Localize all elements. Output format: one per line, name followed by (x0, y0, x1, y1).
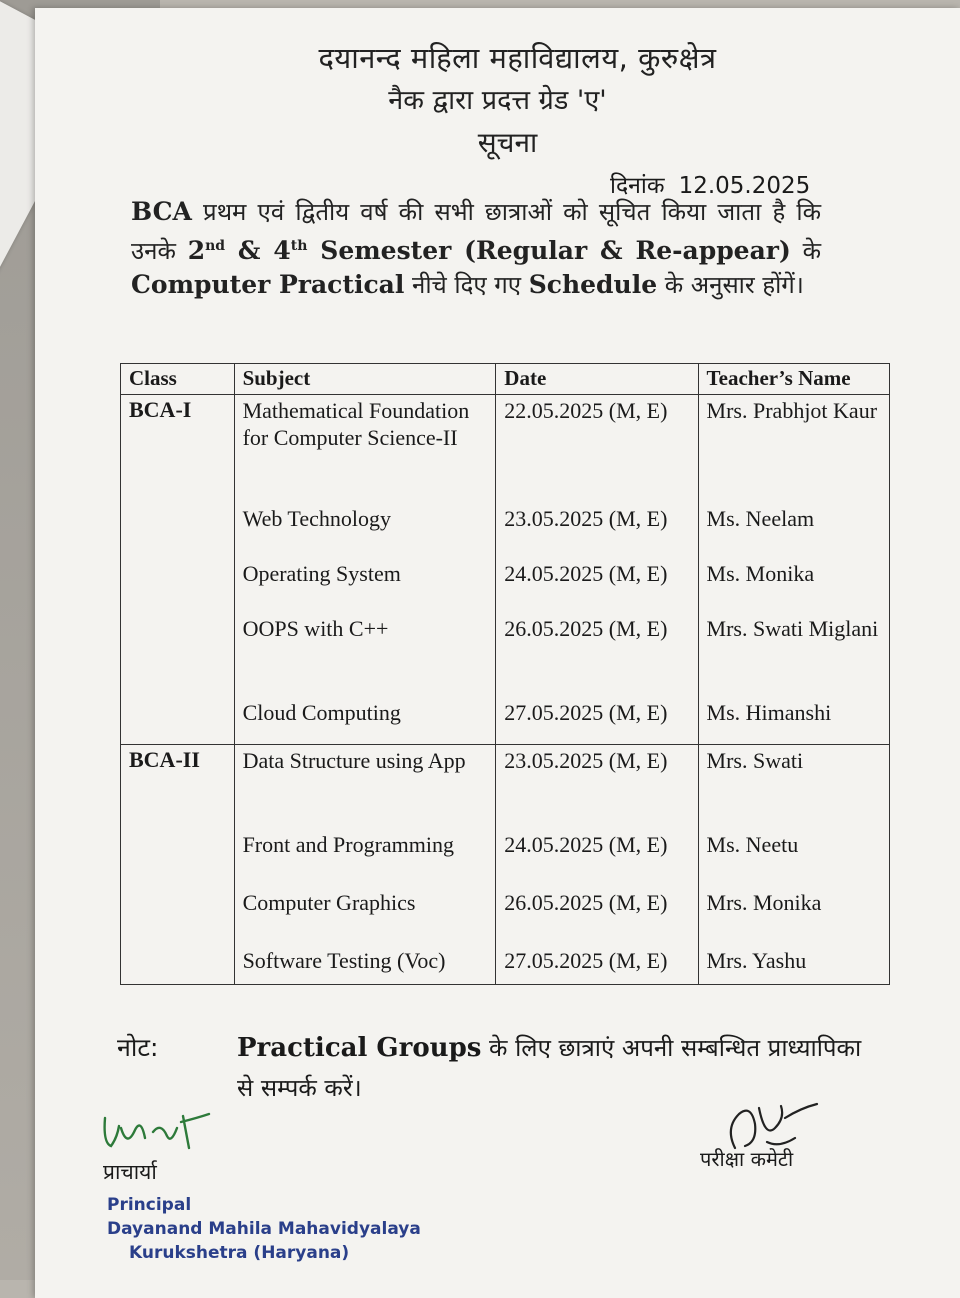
table-header-row (121, 364, 890, 395)
subject-entry: Web Technology (242, 506, 391, 531)
date-cell (496, 395, 698, 745)
date-entry: 27.05.2025 (M, E) (504, 700, 668, 725)
note-bold: Practical Groups (237, 1033, 482, 1063)
subject-entry: Operating System (242, 561, 401, 586)
note-label: नोट: (117, 1033, 159, 1062)
date-entry: 26.05.2025 (M, E) (504, 890, 668, 915)
note-text (237, 1028, 877, 1108)
header-subject: Subject (234, 364, 496, 395)
teacher-cell (698, 745, 889, 985)
intro-text-3: नीचे दिए गए (404, 271, 529, 299)
intro-sup-th: th (290, 238, 308, 254)
class-cell: BCA-II (121, 745, 235, 985)
date-entry: 24.05.2025 (M, E) (504, 832, 668, 857)
intro-practical: Computer Practical (131, 270, 405, 299)
teacher-entry: Ms. Neelam (706, 506, 815, 531)
schedule-table (120, 363, 890, 985)
stamp-line: Kurukshetra (Haryana) (129, 1243, 350, 1263)
intro-schedule: Schedule (528, 270, 658, 299)
table-row (121, 395, 890, 745)
subject-cell (234, 745, 496, 985)
date-label: दिनांक (610, 173, 665, 199)
teacher-entry: Mrs. Monika (706, 890, 822, 915)
date-entry: 23.05.2025 (M, E) (504, 506, 668, 531)
subject-entry: Software Testing (Voc) (242, 948, 446, 973)
intro-sup-nd: nd (205, 238, 226, 254)
table-row (121, 745, 890, 985)
date-entry: 24.05.2025 (M, E) (504, 561, 668, 586)
principal-signature (97, 1108, 217, 1158)
teacher-entry: Mrs. Swati (706, 748, 804, 773)
subject-entry: Cloud Computing (242, 700, 401, 725)
intro-paragraph (131, 195, 821, 302)
college-name: दयानन्द महिला महाविद्यालय, कुरुक्षेत्र (318, 41, 717, 75)
date-entry: 26.05.2025 (M, E) (504, 616, 668, 641)
intro-text-1: प्रथम एवं द्वितीय वर्ष की सभी छात्राओं को सूचित किया जाता है कि उनके (131, 198, 821, 265)
principal-hindi-label: प्राचार्या (103, 1160, 157, 1184)
date-entry: 23.05.2025 (M, E) (504, 748, 668, 773)
teacher-cell (698, 395, 889, 745)
subject-cell (234, 395, 496, 745)
intro-amp4: & 4 (225, 236, 291, 265)
subject-entry: Computer Graphics (242, 890, 416, 915)
stamp-line: Dayanand Mahila Mahavidyalaya (107, 1219, 421, 1239)
subject-entry: Data Structure using App (242, 748, 466, 773)
teacher-entry: Mrs. Swati Miglani (706, 616, 879, 641)
note-body: के लिए छात्राएं अपनी सम्बन्धित प्राध्यापिका से सम्पर्क करें। (237, 1034, 862, 1102)
date-entry: 27.05.2025 (M, E) (504, 948, 668, 973)
exam-committee-label: परीक्षा कमेटी (700, 1147, 794, 1171)
teacher-entry: Ms. Monika (706, 561, 815, 586)
subject-entry: Front and Programming (242, 832, 454, 857)
date-cell (496, 745, 698, 985)
notice-paper (35, 8, 960, 1298)
subject-entry: OOPS with C++ (242, 616, 389, 641)
intro-text-2: के (790, 237, 821, 265)
subject-entry: Mathematical Foundation for Computer Science-II (242, 398, 470, 450)
principal-stamp (107, 1193, 421, 1265)
date-value: 12.05.2025 (678, 173, 811, 199)
date-entry: 22.05.2025 (M, E) (504, 398, 668, 423)
header-teacher: Teacher’s Name (698, 364, 889, 395)
grade-line: नैक द्वारा प्रदत्त ग्रेड 'ए' (388, 85, 607, 116)
stamp-line: Principal (107, 1195, 192, 1215)
teacher-entry: Ms. Himanshi (706, 700, 832, 725)
intro-bca: BCA (131, 197, 192, 226)
intro-semester: Semester (Regular & Re-appear) (307, 236, 791, 265)
header-class: Class (121, 364, 235, 395)
intro-sem2: 2 (187, 236, 206, 265)
notice-title: सूचना (477, 126, 538, 159)
teacher-entry: Mrs. Prabhjot Kaur (706, 398, 878, 423)
header-date: Date (496, 364, 698, 395)
class-cell: BCA-I (121, 395, 235, 745)
teacher-entry: Mrs. Yashu (706, 948, 807, 973)
teacher-entry: Ms. Neetu (706, 832, 799, 857)
intro-text-4: के अनुसार होंगें। (657, 271, 804, 299)
